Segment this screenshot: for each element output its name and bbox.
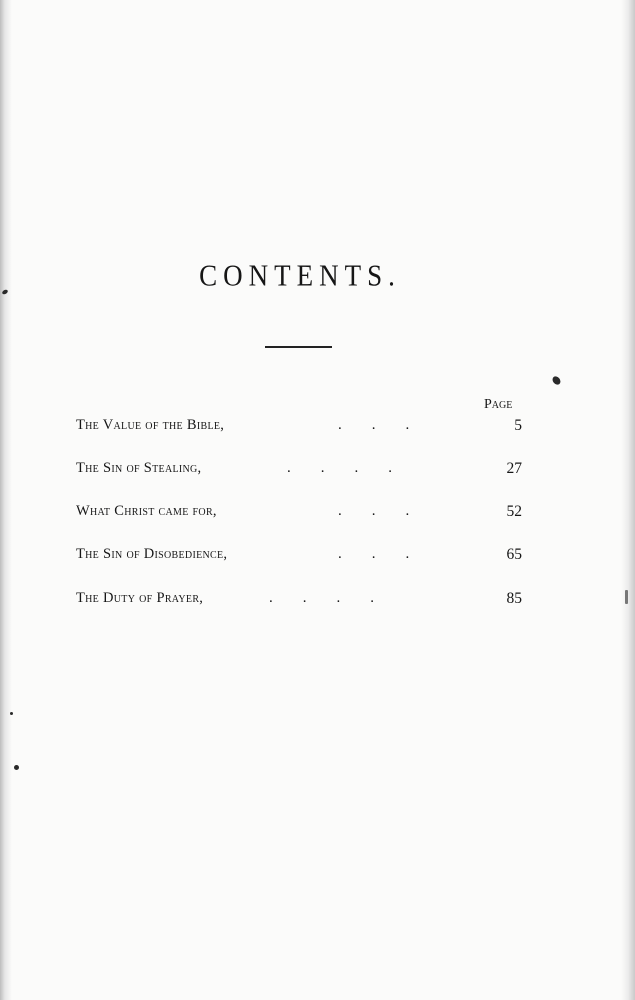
toc-leader-dots: . . . [338,546,410,562]
toc-leader-dots: . . . [338,417,410,433]
toc-leader-dots: . . . [338,503,410,519]
ink-speck [14,765,19,770]
toc-entry-title: The Sin of Stealing, [76,460,202,476]
ink-speck [10,712,13,715]
binding-shadow [0,0,12,1000]
page-edge-shadow [621,0,635,1000]
toc-entry-page: 5 [514,417,522,434]
toc-leader-dots: . . . . [287,460,392,476]
toc-entry [76,460,522,484]
ink-speck [551,375,562,386]
toc-entry-title: The Duty of Prayer, [76,590,204,606]
toc-leader-dots: . . . . [269,590,374,606]
toc-entry [76,590,522,614]
toc-entry-page: 27 [506,460,522,477]
ink-speck [625,590,628,604]
toc-entry [76,503,522,527]
toc-entry-title: The Value of the Bible, [76,417,225,433]
toc-entry-page: 65 [506,546,522,563]
page-column-label: Page [484,397,513,412]
toc-entry-title: What Christ came for, [76,503,217,519]
contents-heading: CONTENTS. [199,258,401,293]
toc-entry-page: 52 [506,503,522,520]
toc-entry-page: 85 [506,590,522,607]
toc-entry [76,417,522,441]
heading-rule [265,346,332,348]
toc-entry-title: The Sin of Disobedience, [76,546,228,562]
toc-entry [76,546,522,570]
